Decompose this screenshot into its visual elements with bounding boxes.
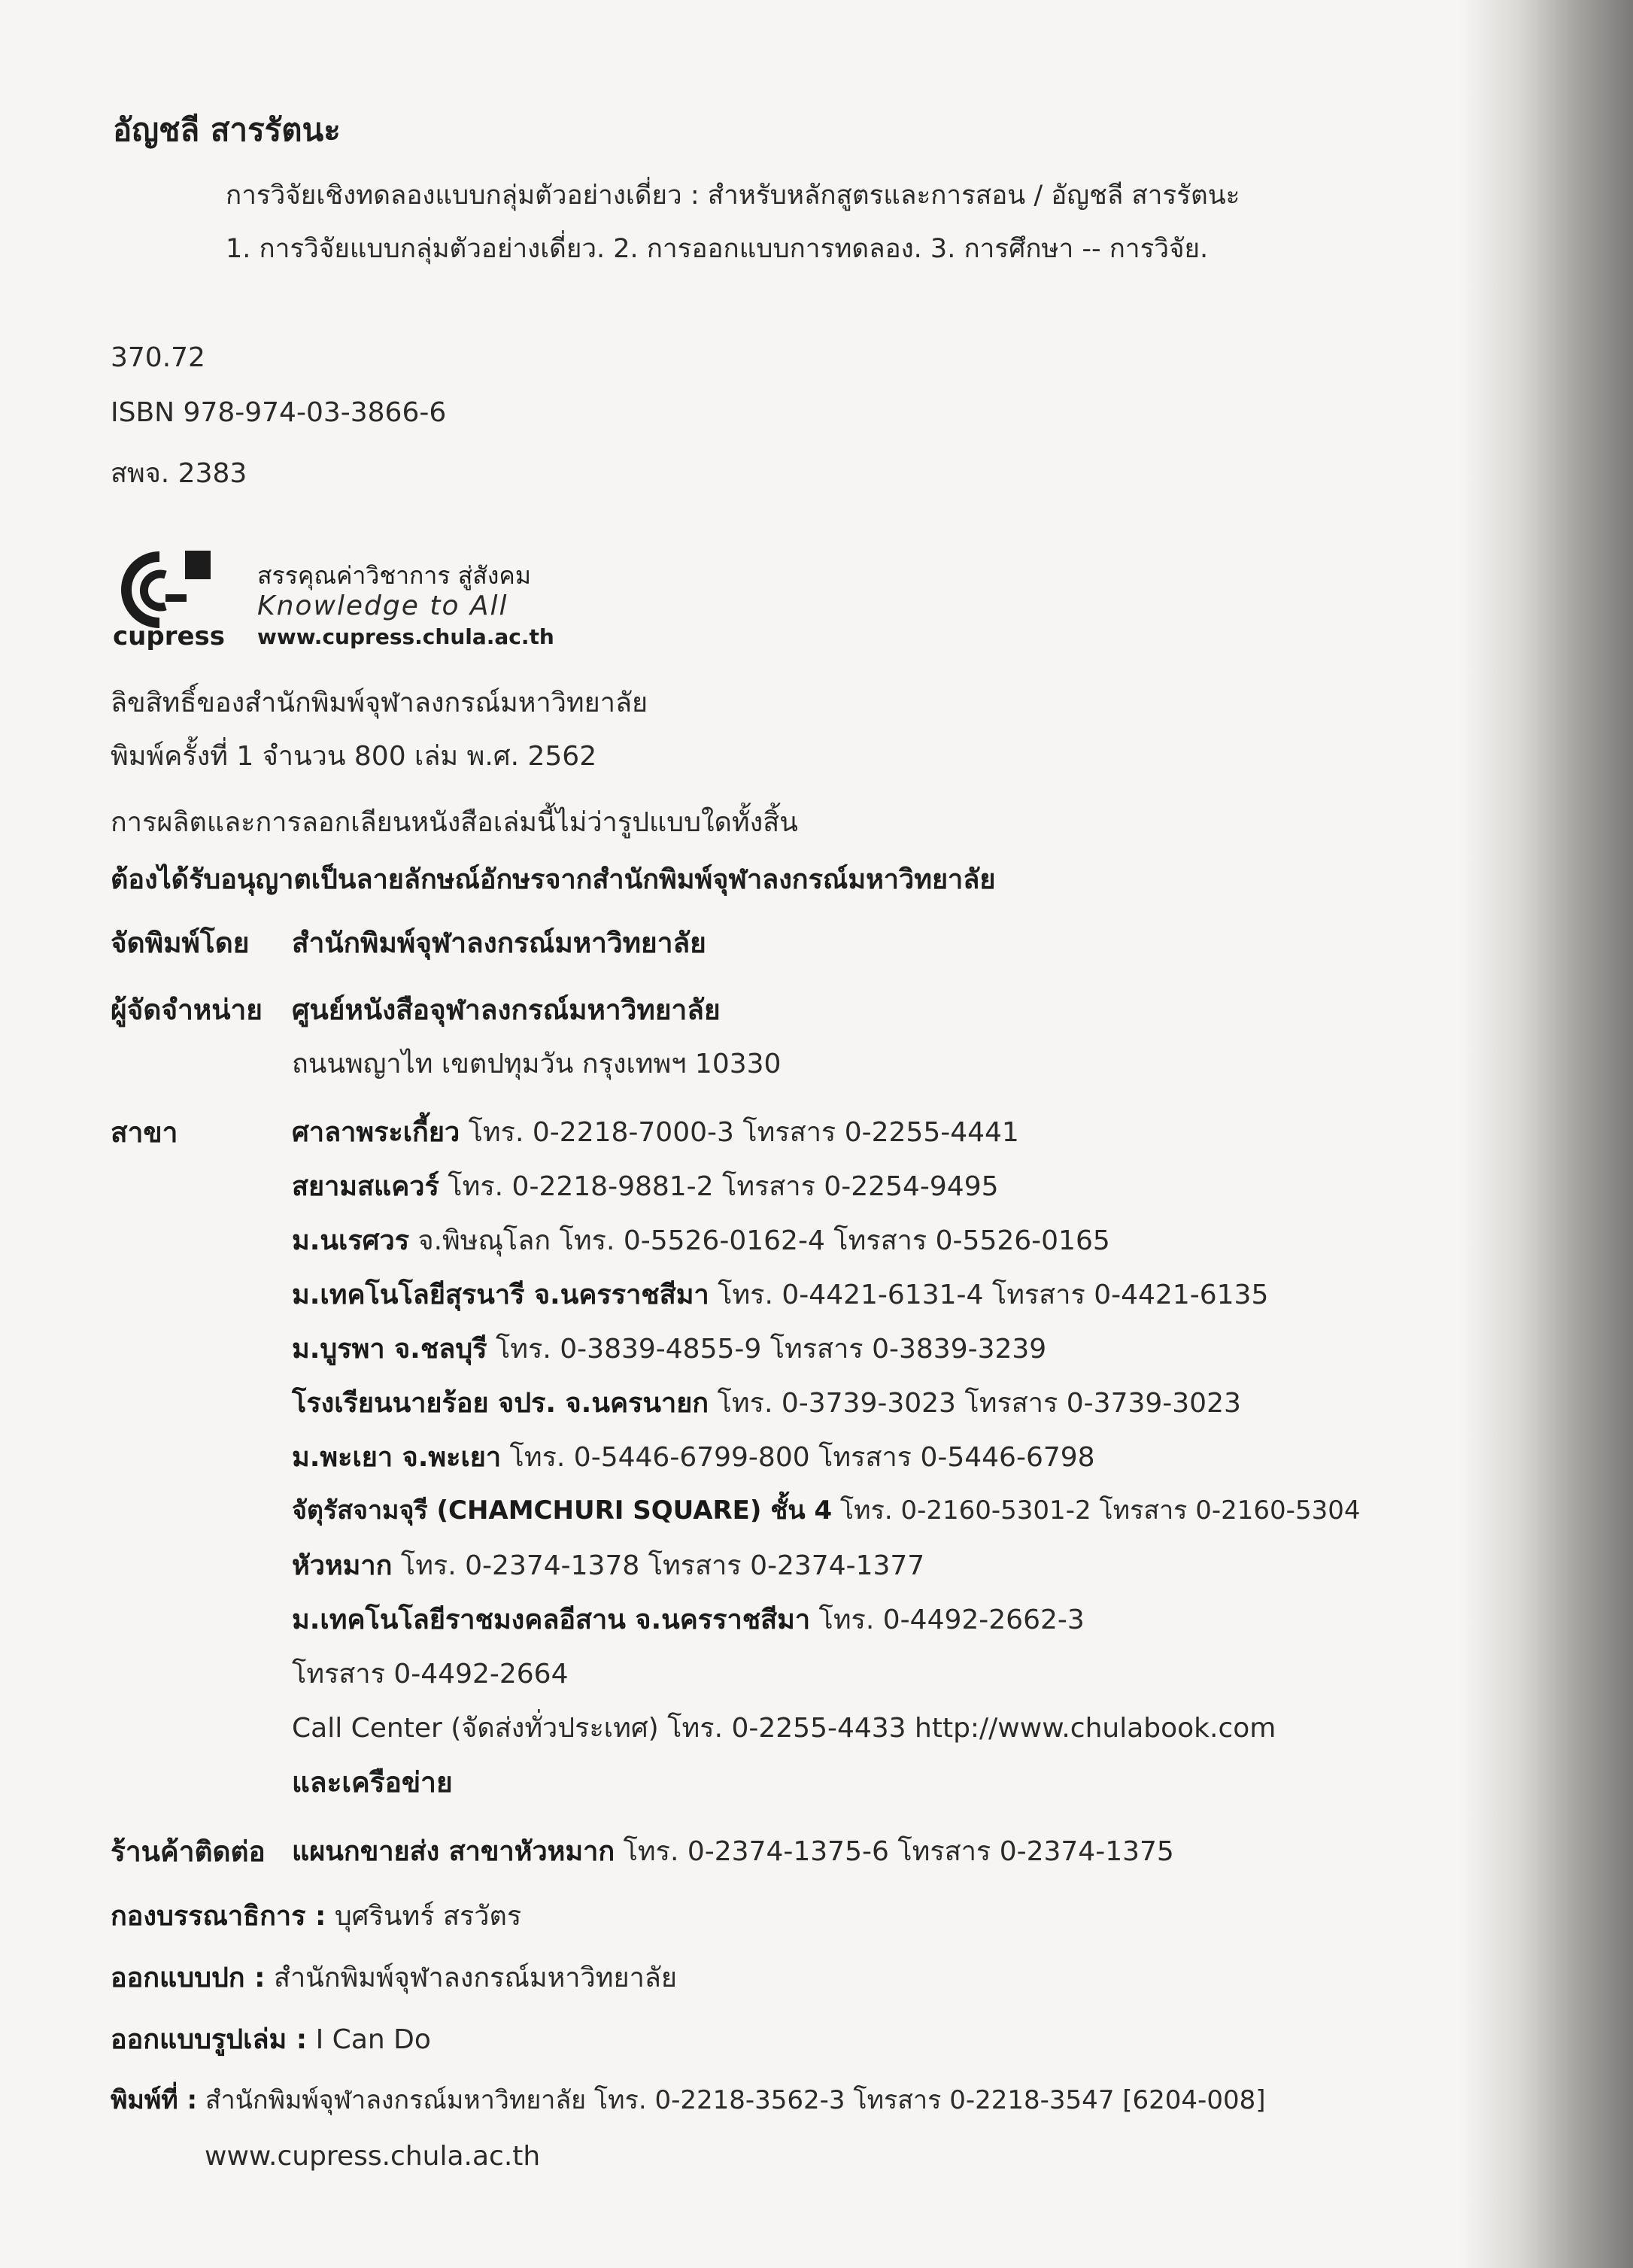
logo-slogan-english: Knowledge to All xyxy=(257,591,508,621)
cupress-logo-icon xyxy=(113,549,218,632)
author-name: อัญชลี สารรัตนะ xyxy=(113,111,341,148)
logo-wordmark: cupress xyxy=(113,621,225,651)
branches-label: สาขา xyxy=(111,1116,178,1149)
copyright-line: ลิขสิทธิ์ของสำนักพิมพ์จุฬาลงกรณ์มหาวิทยาลัย xyxy=(111,688,648,718)
branch-item: ม.บูรพา จ.ชลบุรี โทร. 0-3839-4855-9 โทรสาร 0-3839-3239 xyxy=(292,1334,1047,1365)
branch-item: ม.เทคโนโลยีราชมงคลอีสาน จ.นครราชสีมา โทร. 0-4492-2662-3 xyxy=(292,1605,1085,1635)
layout-design-line: ออกแบบรูปเล่ม : I Can Do xyxy=(111,2024,431,2055)
branch-fax-continuation: โทรสาร 0-4492-2664 xyxy=(292,1659,569,1690)
edition-line: พิมพ์ครั้งที่ 1 จำนวน 800 เล่ม พ.ศ. 2562 xyxy=(111,741,597,772)
logo-url: www.cupress.chula.ac.th xyxy=(257,624,554,649)
distributor-label: ผู้จัดจำหน่าย xyxy=(111,994,263,1026)
branch-item: ม.พะเยา จ.พะเยา โทร. 0-5446-6799-800 โทรสาร 0-5446-6798 xyxy=(292,1442,1095,1473)
logo-slogan-thai: สรรคุณค่าวิชาการ สู่สังคม xyxy=(257,561,531,590)
reproduction-notice-line-2: ต้องได้รับอนุญาตเป็นลายลักษณ์อักษรจากสำนักพิมพ์จุฬาลงกรณ์มหาวิทยาลัย xyxy=(111,864,996,895)
cover-design-line: ออกแบบปก : สำนักพิมพ์จุฬาลงกรณ์มหาวิทยาลัย xyxy=(111,1963,677,1993)
branch-item: ม.นเรศวร จ.พิษณุโลก โทร. 0-5526-0162-4 โทรสาร 0-5526-0165 xyxy=(292,1225,1110,1256)
wholesale-value: แผนกขายส่ง สาขาหัวหมาก โทร. 0-2374-1375-6 โทรสาร 0-2374-1375 xyxy=(292,1836,1174,1867)
branch-item: โรงเรียนนายร้อย จปร. จ.นครนายก โทร. 0-3739-3023 โทรสาร 0-3739-3023 xyxy=(292,1388,1241,1419)
call-number: 370.72 xyxy=(111,342,205,373)
printer-line: พิมพ์ที่ : สำนักพิมพ์จุฬาลงกรณ์มหาวิทยาลัย โทร. 0-2218-3562-3 โทรสาร 0-2218-3547 [6204-008] xyxy=(111,2085,1266,2115)
catalog-title-line: การวิจัยเชิงทดลองแบบกลุ่มตัวอย่างเดี่ยว : สำหรับหลักสูตรและการสอน / อัญชลี สารรัตนะ xyxy=(226,181,1240,211)
page-edge-shadow xyxy=(1460,0,1633,2268)
branch-item: หัวหมาก โทร. 0-2374-1378 โทรสาร 0-2374-1377 xyxy=(292,1550,925,1581)
network-line: และเครือข่าย xyxy=(292,1766,453,1799)
branch-item: สยามสแควร์ โทร. 0-2218-9881-2 โทรสาร 0-2254-9495 xyxy=(292,1171,999,1202)
wholesale-label: ร้านค้าติดต่อ xyxy=(111,1835,266,1868)
distributor-name: ศูนย์หนังสือจุฬาลงกรณ์มหาวิทยาลัย xyxy=(292,994,721,1026)
catalog-subjects-line: 1. การวิจัยแบบกลุ่มตัวอย่างเดี่ยว. 2. การออกแบบการทดลอง. 3. การศึกษา -- การวิจัย. xyxy=(226,234,1209,264)
class-number: สพจ. 2383 xyxy=(111,458,247,489)
branch-item: จัตุรัสจามจุรี (CHAMCHURI SQUARE) ชั้น 4 โทร. 0-2160-5301-2 โทรสาร 0-2160-5304 xyxy=(292,1495,1361,1526)
distributor-address: ถนนพญาไท เขตปทุมวัน กรุงเทพฯ 10330 xyxy=(292,1049,782,1079)
isbn: ISBN 978-974-03-3866-6 xyxy=(111,397,447,428)
publisher-label: จัดพิมพ์โดย xyxy=(111,927,250,959)
reproduction-notice-line-1: การผลิตและการลอกเลียนหนังสือเล่มนี้ไม่ว่ารูปแบบใดทั้งสิ้น xyxy=(111,807,798,838)
publisher-value: สำนักพิมพ์จุฬาลงกรณ์มหาวิทยาลัย xyxy=(292,927,706,959)
branch-item: ศาลาพระเกี้ยว โทร. 0-2218-7000-3 โทรสาร 0-2255-4441 xyxy=(292,1117,1019,1148)
editor-line: กองบรรณาธิการ : บุศรินทร์ สรวัตร xyxy=(111,1901,522,1932)
branch-item: ม.เทคโนโลยีสุรนารี จ.นครราชสีมา โทร. 0-4421-6131-4 โทรสาร 0-4421-6135 xyxy=(292,1280,1269,1310)
printer-url: www.cupress.chula.ac.th xyxy=(205,2141,541,2172)
call-center-line: Call Center (จัดส่งทั่วประเทศ) โทร. 0-2255-4433 http://www.chulabook.com xyxy=(292,1713,1276,1744)
